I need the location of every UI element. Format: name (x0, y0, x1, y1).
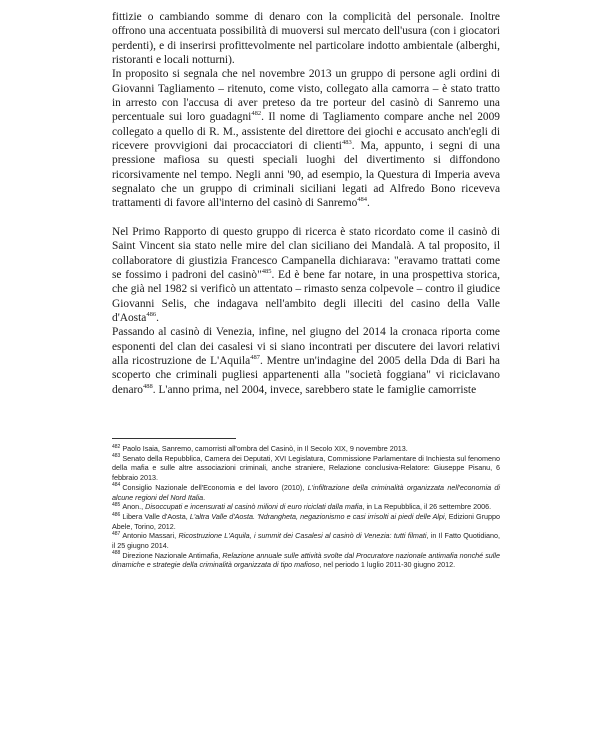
footnote-divider (112, 438, 236, 439)
paragraph-text: fittizie o cambiando somme di denaro con la complicità del personale. Inoltre offrono una accentuata possibilità di muoversi sul mercato dell'usura (con i giocatori perdenti), e di inserirsi profittevolmente nel particolare indotto ambientale (alberghi, ristoranti e locali notturni). (112, 11, 500, 67)
footnote-number: 484 (112, 482, 121, 489)
paragraph-text: Passando al casinò di Venezia, infine, nel giugno del 2014 la cronaca riporta come esponenti del clan dei casalesi vi si siano incontrati per discutere dei lavori relativi alla ricostruzione de L'Aquila (112, 326, 500, 367)
footnotes (112, 444, 500, 570)
footnote-484 (112, 483, 500, 502)
footnote-text: , in Il Fatto Quotidiano, il 25 giugno 2014. (112, 531, 500, 551)
paragraph-text: In proposito si segnala che nel novembre 2013 un gruppo di persone agli ordini di Giovanni Tagliamento – ritenuto, come visto, collegato alla camorra – è stato tratto in arresto con l'accusa di aver preteso da tre porteur del casinò di Sanremo una percentuale sui loro guadagni (112, 68, 500, 124)
footnote-488 (112, 551, 500, 570)
footnote-text: Consiglio Nazionale dell'Economia e del lavoro (2010), (122, 482, 308, 492)
paragraph-2 (112, 67, 500, 210)
footnote-text: Senato della Repubblica, Camera dei Deputati, XVI Legislatura, Commissione Parlamentare di Inchiesta sul fenomeno della mafia e sulle altre associazioni criminali, anche straniere, Relazione conclusiva-Relatore: Giuseppe Pisanu, 6 febbraio 2013. (112, 453, 500, 483)
footnote-text: Antonio Massari, (122, 531, 179, 541)
footnote-number: 487 (112, 530, 121, 537)
paragraph-text: . Mentre un'indagine del 2005 della Dda di Bari ha scoperto che criminali pugliesi appartenenti alla "società foggiana" vi riciclavano denaro (112, 354, 500, 396)
footnote-ref[interactable]: 484 (357, 196, 368, 204)
paragraph-1 (112, 10, 500, 67)
footnote-487 (112, 531, 500, 550)
body-text (112, 10, 500, 397)
footnote-title: Ricostruzione L'Aquila, i summit dei Casalesi al casinò di Venezia: tutti filmati (178, 531, 427, 541)
footnote-text: , Edizioni Gruppo Abele, Torino, 2012. (112, 511, 500, 531)
footnote-486 (112, 512, 500, 531)
paragraph-text: . Ma, appunto, i segni di una pressione mafiosa su questi speciali luoghi del divertimento si diffondono ricorsivamente nel tempo. Negli anni '90, ad esempio, la Questura di Imperia aveva segnalato che un gruppo di criminali siciliani legati ad Alfredo Bono riceveva trattamenti di favore all'interno del casinò di Sanremo (112, 140, 500, 210)
paragraph-text: . Il nome di Tagliamento compare anche nel 2009 collegato a quello di R. M., assistente del direttore dei giochi e accusato anch'egli di ricevere provvigioni dai procacciatori di clienti (112, 111, 500, 153)
footnote-text: , nel periodo 1 luglio 2011-30 giugno 2012. (319, 560, 456, 570)
footnote-title: L'infiltrazione della criminalità organizzata nell'economia di alcune regioni del Nord Italia (112, 482, 500, 502)
footnote-number: 483 (112, 453, 121, 460)
footnote-485 (112, 502, 500, 512)
paragraph-3 (112, 225, 500, 325)
footnote-ref[interactable]: 483 (341, 139, 352, 147)
paragraph-text: Nel Primo Rapporto di questo gruppo di ricerca è stato ricordato come il casinò di Saint Vincent sia stato nelle mire del clan siciliano dei Mandalà. A tal proposito, il collaboratore di giustizia Francesco Campanella dichiarava: "eravamo trattati come se fossimo i padroni del casinò" (112, 225, 500, 281)
paragraph-text: . L'anno prima, nel 2004, invece, sarebbero state le famiglie camorriste (152, 383, 477, 396)
footnote-ref[interactable]: 488 (143, 382, 153, 390)
footnote-ref[interactable]: 482 (251, 110, 262, 118)
footnote-ref[interactable]: 486 (146, 311, 157, 319)
footnote-text: Libera Valle d'Aosta, (122, 511, 190, 521)
paragraph-text: . (156, 311, 159, 324)
footnote-text: . (203, 492, 206, 502)
footnote-text: Anon., (122, 502, 146, 512)
footnote-number: 488 (112, 550, 121, 557)
footnote-text: Paolo Isaia, Sanremo, camorristi all'ombra del Casinò, in Il Secolo XIX, 9 novembre 2013. (122, 444, 408, 453)
paragraph-4 (112, 325, 500, 397)
footnote-text: , in La Repubblica, il 26 settembre 2006. (362, 502, 492, 512)
footnote-title: Disoccupati e incensurati al casinò milioni di euro riciclati dalla mafia (145, 502, 363, 512)
footnote-title: L'altra Valle d'Aosta. 'Ndrangheta, negazionismo e casi irrisolti ai piedi delle Alpi (189, 511, 445, 521)
footnote-number: 485 (112, 501, 121, 508)
footnote-ref[interactable]: 487 (250, 354, 260, 362)
footnote-ref[interactable]: 485 (261, 268, 272, 276)
footnote-number: 486 (112, 511, 121, 518)
paragraph-text: . (367, 197, 370, 210)
paragraph-text: . Ed è bene far notare, in una prospettiva storica, che già nel 1982 si verificò un attentato – rimasto senza colpevole – contro il giudice Giovanni Selis, che indagava nell'ambito degli illeciti del casino della Valle d'Aosta (112, 268, 500, 324)
footnote-483 (112, 454, 500, 483)
footnote-text: Direzione Nazionale Antimafia, (122, 550, 223, 560)
footnote-number: 482 (112, 443, 121, 450)
footnote-482 (112, 444, 500, 454)
footnote-title: Relazione annuale sulle attività svolte dal Procuratore nazionale antimafia nonché sulle dinamiche e strategie della criminalità organizzata di tipo mafioso (112, 550, 500, 570)
